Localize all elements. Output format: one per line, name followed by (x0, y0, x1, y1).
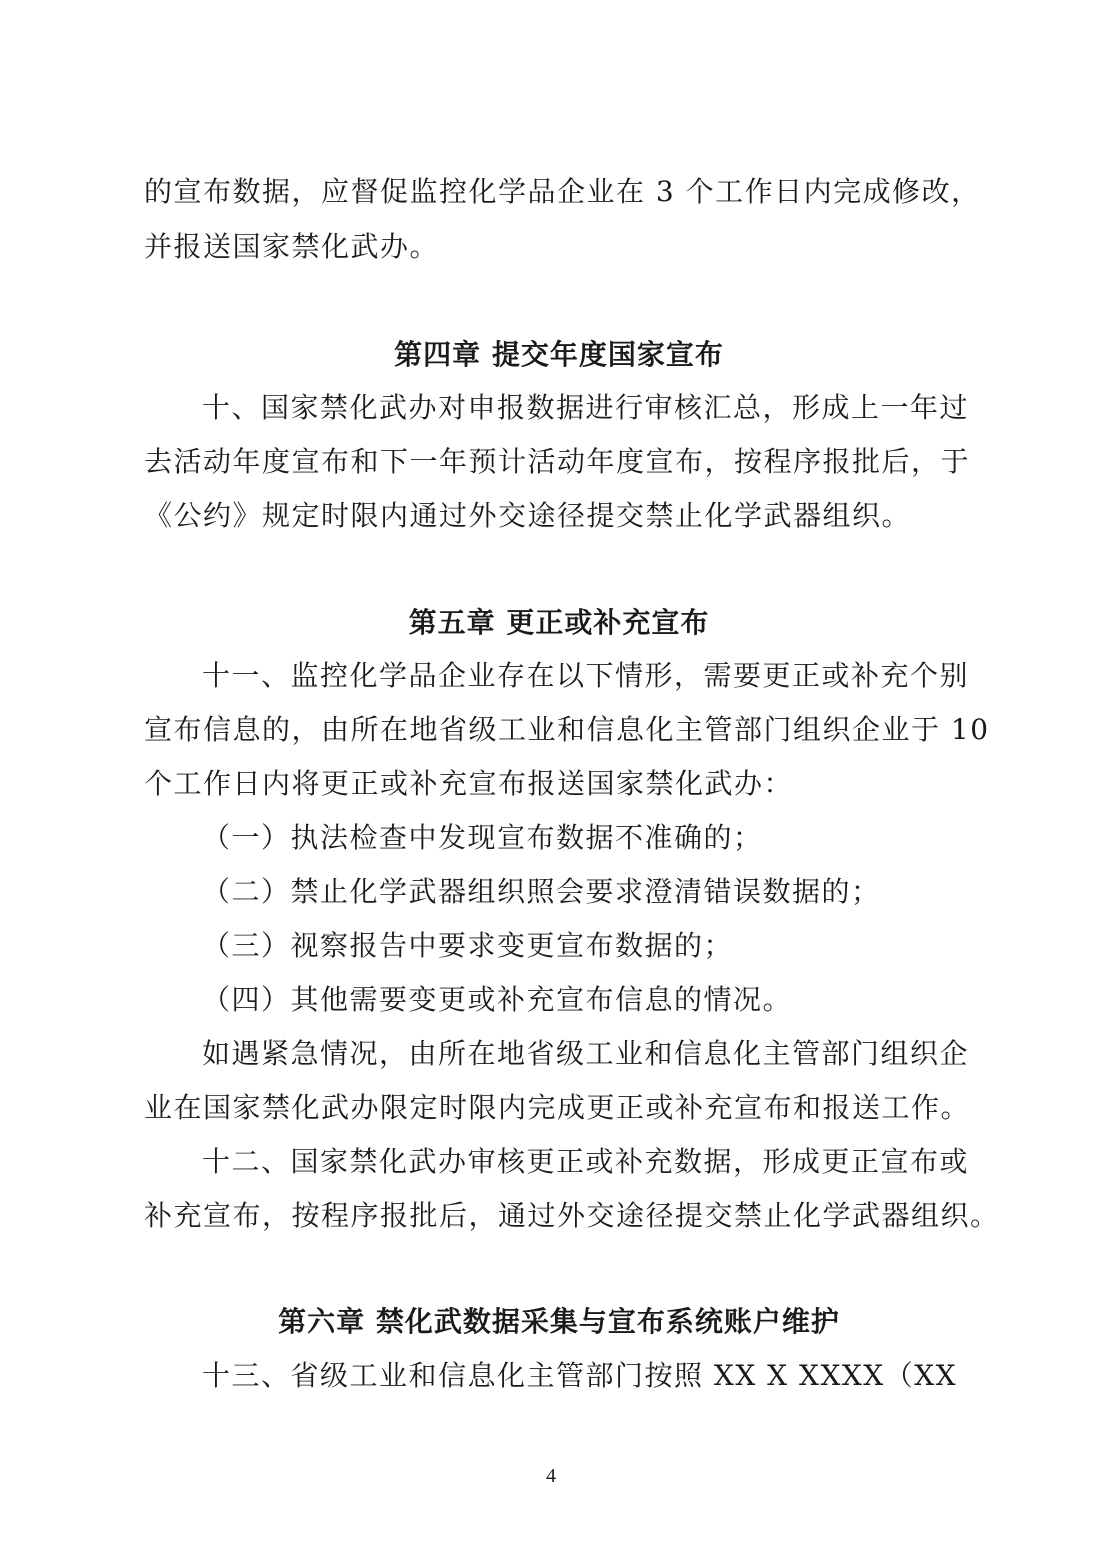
chapter-heading: 第四章 提交年度国家宣布 (394, 338, 724, 371)
paragraph-line: 的宣布数据，应督促监控化学品企业在 3 个工作日内完成修改， (144, 175, 981, 208)
paragraph-line: 如遇紧急情况，由所在地省级工业和信息化主管部门组织企 (202, 1037, 970, 1070)
paragraph-line: 去活动年度宣布和下一年预计活动年度宣布，按程序报批后，于 (144, 445, 971, 478)
paragraph-line: 补充宣布，按程序报批后，通过外交途径提交禁止化学武器组织。 (144, 1199, 1000, 1232)
paragraph-line: 并报送国家禁化武办。 (144, 230, 440, 263)
paragraph-line: 十三、省级工业和信息化主管部门按照 XX X XXXX（XX (202, 1359, 958, 1392)
page-number: 4 (546, 1465, 556, 1487)
list-item: （一）执法检查中发现宣布数据不准确的； (202, 821, 763, 854)
paragraph-line: 宣布信息的，由所在地省级工业和信息化主管部门组织企业于 10 (144, 713, 990, 746)
chapter-heading: 第五章 更正或补充宣布 (408, 606, 710, 639)
list-item: （三）视察报告中要求变更宣布数据的； (202, 929, 734, 962)
list-item: （二）禁止化学武器组织照会要求澄清错误数据的； (202, 875, 881, 908)
list-item: （四）其他需要变更或补充宣布信息的情况。 (202, 983, 793, 1016)
paragraph-line: 业在国家禁化武办限定时限内完成更正或补充宣布和报送工作。 (144, 1091, 971, 1124)
paragraph-line: 《公约》规定时限内通过外交途径提交禁止化学武器组织。 (144, 499, 912, 532)
paragraph-line: 十、国家禁化武办对申报数据进行审核汇总，形成上一年过 (202, 391, 970, 424)
paragraph-line: 个工作日内将更正或补充宣布报送国家禁化武办： (144, 767, 794, 800)
paragraph-line: 十一、监控化学品企业存在以下情形，需要更正或补充个别 (202, 659, 970, 692)
paragraph-line: 十二、国家禁化武办审核更正或补充数据，形成更正宣布或 (202, 1145, 970, 1178)
chapter-heading: 第六章 禁化武数据采集与宣布系统账户维护 (278, 1305, 840, 1338)
